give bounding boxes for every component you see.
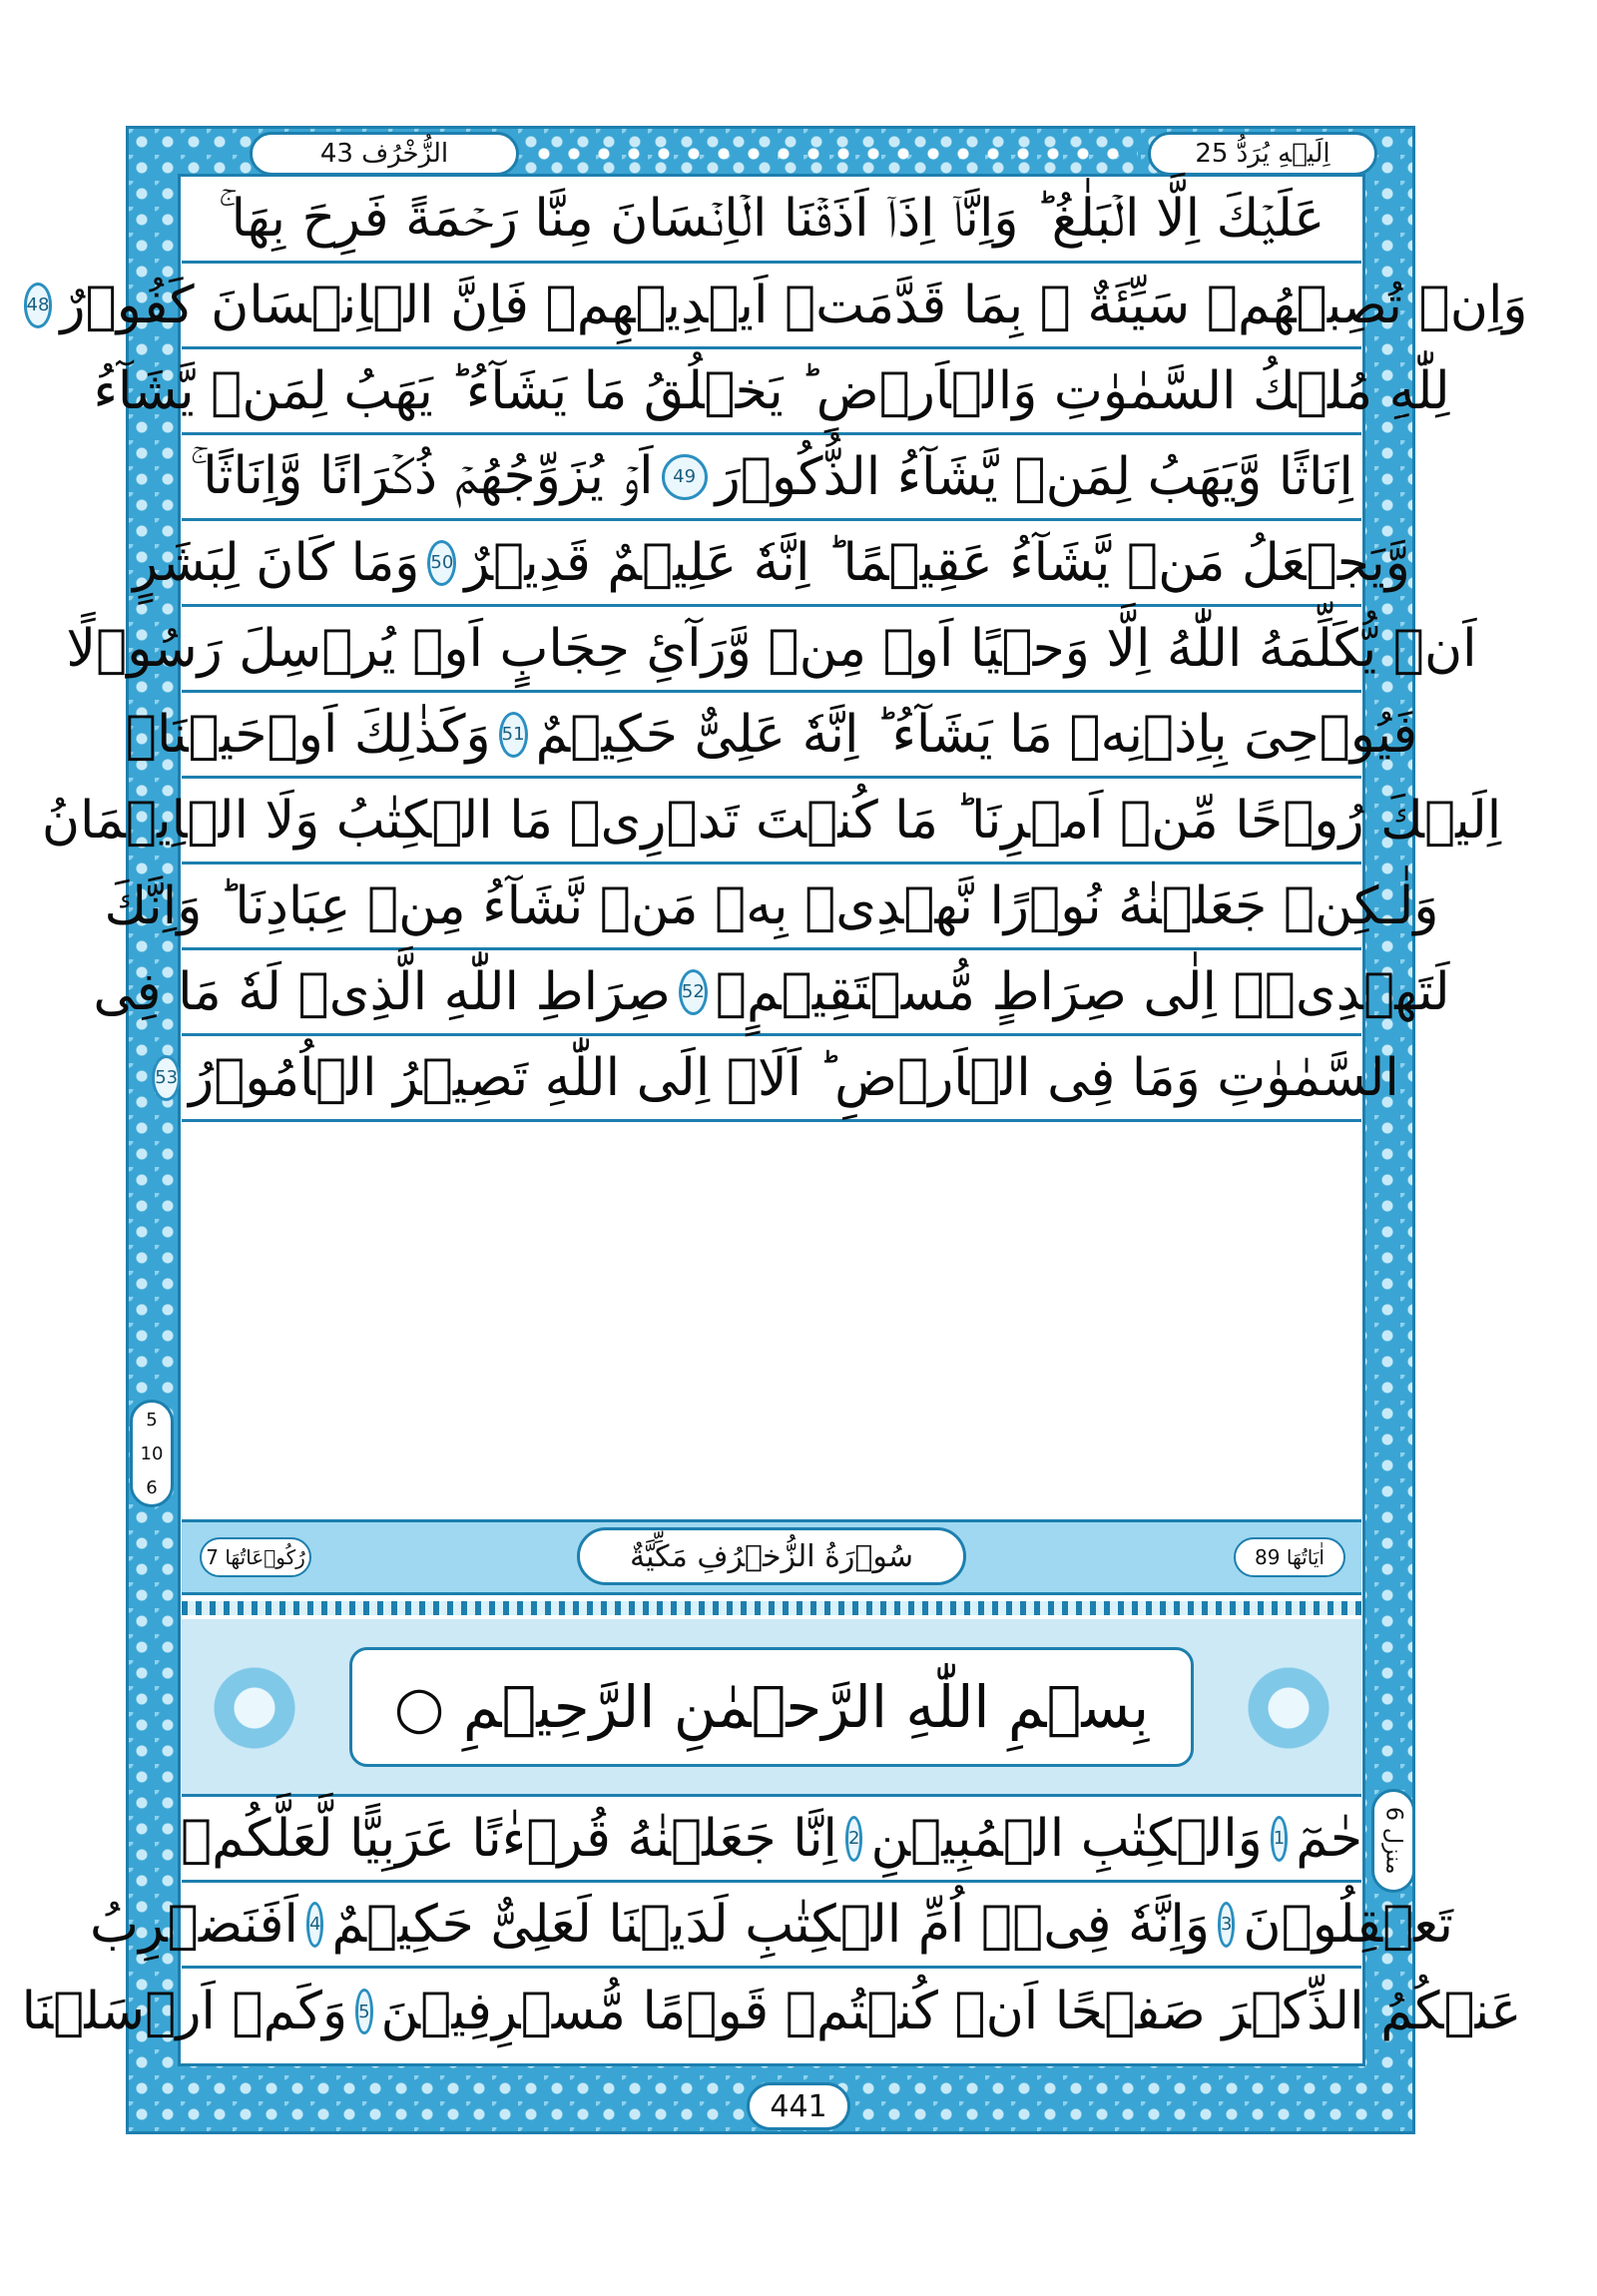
line-text: وَكَذٰلِكَ اَوۡحَيۡنَاۤ (125, 704, 491, 765)
verse-line-4 (182, 435, 1361, 521)
ruku-top: 5 (146, 1409, 158, 1431)
corner-ornament-icon (1224, 1633, 1353, 1783)
verse-line-6 (66, 607, 1477, 693)
line-text: عَنۡكُمُ الذِّكۡرَ صَفۡحًا اَنۡ كُنۡتُمۡ قَوۡمًا مُّسۡرِفِيۡنَ (380, 1982, 1522, 2041)
ayah-number-marker: 53 (152, 1055, 181, 1101)
line-text: وَّيَجۡعَلُ مَنۡ يَّشَآءُ عَقِيۡمًا ؕ اِنَّهٗ عَلِيۡمٌ قَدِيۡرٌ (464, 532, 1410, 593)
line-text: اِنَّا جَعَلۡنٰهُ قُرۡءٰنًا عَرَبِيًّا لَّعَلَّكُمۡ (180, 1808, 837, 1869)
ayah-number-marker: 48 (24, 283, 53, 328)
ayah-number-marker: 4 (306, 1902, 323, 1948)
verse-line-13 (90, 1883, 1453, 1969)
line-text: لَتَهۡدِىۡۤ اِلٰى صِرَاطٍ مُّسۡتَقِيۡمٍۙ (715, 961, 1450, 1022)
surah-ruku-count: رُكُوۡعَاتُهَا 7 (200, 1537, 311, 1577)
line-text: اَنۡ يُّكَلِّمَهُ اللّٰهُ اِلَّا وَحۡيًا اَوۡ مِنۡ وَّرَآئِ حِجَابٍ اَوۡ يُرۡسِلَ رَسُوۡلًا (66, 618, 1477, 679)
line-text: لِلّٰهِ مُلۡكُ السَّمٰوٰتِ وَالۡاَرۡضِ ؕ يَخۡلُقُ مَا يَشَآءُ ؕ يَهَبُ لِمَنۡ يَّشَآءُ (93, 360, 1450, 421)
line-text: عَلَيۡكَ اِلَّا الۡبَلٰغُ ؕ وَاِنَّاۤ اِذَاۤ اَذَقۡنَا الۡاِنۡسَانَ مِنَّا رَحۡمَةً فَرِحَ بِهَا ۚ (218, 189, 1326, 249)
verse-line-11 (155, 1036, 1399, 1122)
line-text: تَعۡقِلُوۡنَ (1243, 1894, 1453, 1955)
verse-line-14 (21, 1969, 1522, 2054)
verse-line-2 (26, 264, 1528, 349)
header-ornament (529, 140, 1138, 168)
ayah-number-marker: 52 (679, 969, 708, 1015)
surah-ayat-count: اٰيَاتُهَا 89 (1234, 1537, 1345, 1577)
line-text: فَيُوۡحِىَ بِاِذۡنِهٖ مَا يَشَآءُ ؕ اِنَّهٗ عَلِىٌّ حَكِيۡمٌ (535, 704, 1418, 765)
surah-title: سُوۡرَةُ الزُّخۡرُفِ مَكِّيَّةٌ (577, 1527, 966, 1585)
line-text: وَاِنَّهٗ فِىۡۤ اُمِّ الۡكِتٰبِ لَدَيۡنَا لَعَلِىٌّ حَكِيۡمٌ (331, 1894, 1210, 1955)
verse-line-1 (182, 178, 1361, 264)
verse-line-7 (125, 693, 1418, 779)
page-number: 441 (747, 2082, 850, 2130)
ayah-number-marker: 2 (845, 1816, 862, 1862)
line-text: وَمَا كَانَ لِبَشَرٍ (133, 532, 420, 593)
line-text: وَالۡكِتٰبِ الۡمُبِيۡنِ (870, 1808, 1263, 1869)
ruku-marker (130, 1400, 174, 1507)
ayah-number-marker: 5 (355, 1989, 372, 2034)
line-text: وَلٰـكِنۡ جَعَلۡنٰهُ نُوۡرًا نَّهۡدِىۡ بِهٖ مَنۡ نَّشَآءُ مِنۡ عِبَادِنَا ؕ وَاِنَّكَ (104, 875, 1439, 936)
line-text: السَّمٰوٰتِ وَمَا فِى الۡاَرۡضِ ؕ اَلَاۤ اِلَى اللّٰهِ تَصِيۡرُ الۡاُمُوۡرُ (189, 1047, 1399, 1108)
header-surah-name: الزُّخْرُف 43 (250, 132, 519, 176)
verse-line-5 (133, 521, 1410, 607)
verse-line-12 (182, 1797, 1361, 1883)
ornament-divider (182, 1601, 1361, 1615)
line-text: صِرَاطِ اللّٰهِ الَّذِىۡ لَهٗ مَا فِى (93, 961, 671, 1022)
bismillah: بِسۡمِ اللّٰهِ الرَّحۡمٰنِ الرَّحِيۡمِ ○ (349, 1647, 1194, 1767)
verse-line-3 (93, 349, 1450, 435)
ayah-number-marker: 50 (427, 540, 456, 586)
ayah-number-marker: 51 (499, 712, 528, 758)
line-text: حٰمٓ (1296, 1808, 1363, 1869)
ruku-bottom: 6 (146, 1476, 158, 1498)
header-para-name: اِلَيۡهِ يُرَدُّ 25 (1148, 132, 1377, 176)
corner-ornament-icon (190, 1633, 319, 1783)
line-text: اَفَنَضۡرِبُ (90, 1894, 298, 1955)
line-text: وَكَمۡ اَرۡسَلۡنَا (21, 1982, 348, 2041)
ruku-middle: 10 (140, 1442, 164, 1464)
manzil-marker: منزل 6 (1371, 1789, 1415, 1893)
verse-line-9 (104, 864, 1439, 950)
ayah-number-marker: 1 (1271, 1816, 1288, 1862)
verse-line-8 (41, 779, 1502, 864)
line-text: وَاِنۡ تُصِبۡهُمۡ سَيِّئَةٌ ۢ بِمَا قَدَّمَتۡ اَيۡدِيۡهِمۡ فَاِنَّ الۡاِنۡسَانَ كَفُوۡرٌ (60, 275, 1528, 335)
line-text: اِلَيۡكَ رُوۡحًا مِّنۡ اَمۡرِنَا ؕ مَا كُنۡتَ تَدۡرِىۡ مَا الۡكِتٰبُ وَلَا الۡاِيۡمَانُ (41, 790, 1502, 851)
line-text: اَوۡ يُزَوِّجُهُمۡ ذُكۡرَانًا وَّاِنَاثًا ۚ (190, 446, 654, 506)
verse-line-10 (93, 950, 1450, 1036)
ayah-number-marker: 49 (662, 454, 708, 500)
line-text: اِنَاثًا وَّيَهَبُ لِمَنۡ يَّشَآءُ الذُّكُوۡرَ (715, 446, 1353, 507)
ayah-number-marker: 3 (1218, 1902, 1235, 1948)
